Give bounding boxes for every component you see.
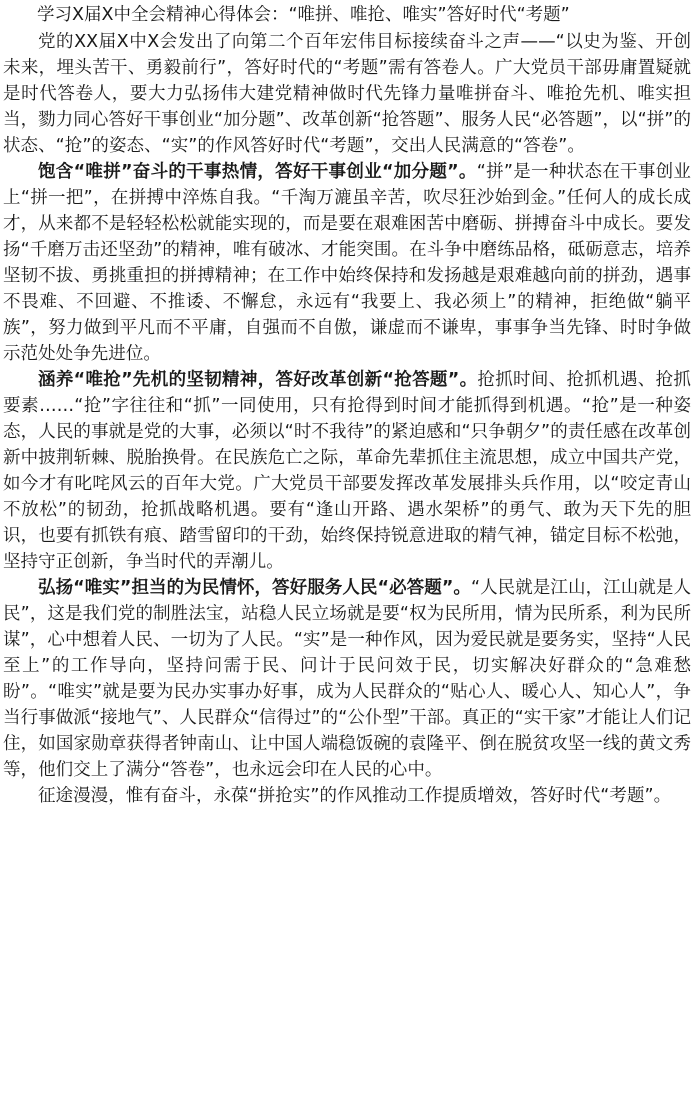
- paragraph-lead: 饱含“唯拼”奋斗的干事热情，答好干事创业“加分题”。: [38, 162, 477, 182]
- document-page: [3, 0, 691, 809]
- paragraph-lead: 弘扬“唯实”担当的为民情怀，答好服务人民“必答题”。: [38, 578, 471, 598]
- paragraph-conclusion: [3, 783, 691, 809]
- paragraph-body: “拼”是一种状态在干事创业上“拼一把”，在拼搏中淬炼自我。“千淘万漉虽辛苦，吹尽狂沙始到金。”任何人的成长成才，从来都不是轻轻松松就能实现的，而是要在艰难困苦中磨砺、拼搏奋斗中成长。要发扬“千磨万击还坚劲”的精神，唯有破冰、才能突围。在斗争中磨练品格，砥砺意志，培养坚韧不拔、勇挑重担的拼搏精神；在工作中始终保持和发扬越是艰难越向前的拼劲，遇事不畏难、不回避、不推诿、不懈怠，永远有“我要上、我必须上”的精神，拒绝做“躺平族”，努力做到平凡而不平庸，自强而不自傲，谦虚而不谦卑，事事争当先锋、时时争做示范处处争先进位。: [3, 162, 691, 364]
- paragraph-qiang: [3, 367, 691, 575]
- paragraph-intro: [3, 29, 691, 159]
- document-title: 学习X届X中全会精神心得体会：“唯拼、唯抢、唯实”答好时代“考题”: [37, 5, 570, 25]
- paragraph-lead: 涵养“唯抢”先机的坚韧精神，答好改革创新“抢答题”。: [38, 370, 478, 390]
- paragraph-pin: [3, 159, 691, 367]
- paragraph-body: 征途漫漫，惟有奋斗，永葆“拼抢实”的作风推动工作提质增效，答好时代“考题”。: [38, 786, 672, 806]
- paragraph-body: 党的XX届X中X会发出了向第二个百年宏伟目标接续奋斗之声——“以史为鉴、开创未来，埋头苦干、勇毅前行”，答好时代的“考题”需有答卷人。广大党员干部毋庸置疑就是时代答卷人，要大力弘扬伟大建党精神做时代先锋力量唯拼奋斗、唯抢先机、唯实担当，勠力同心答好干事创业“加分题”、改革创新“抢答题”、服务人民“必答题”，以“拼”的状态、“抢”的姿态、“实”的作风答好时代“考题”，交出人民满意的“答卷”。: [3, 32, 691, 156]
- paragraph-shi: [3, 575, 691, 783]
- paragraph-body: 抢抓时间、抢抓机遇、抢抓要素……“抢”字往往和“抓”一同使用，只有抢得到时间才能抓得到机遇。“抢”是一种姿态，人民的事就是党的大事，必须以“时不我待”的紧迫感和“只争朝夕”的责任感在改革创新中披荆斩棘、脱胎换骨。在民族危亡之际，革命先辈抓住主流思想，成立中国共产党，如今才有叱咤风云的百年大党。广大党员干部要发挥改革发展排头兵作用，以“咬定青山不放松”的韧劲，抢抓战略机遇。要有“逢山开路、遇水架桥”的勇气、敢为天下先的胆识，也要有抓铁有痕、踏雪留印的干劲，始终保持锐意进取的精气神，锚定目标不松弛，坚持守正创新，争当时代的弄潮儿。: [3, 370, 691, 572]
- paragraph-body: “人民就是江山，江山就是人民”，这是我们党的制胜法宝，站稳人民立场就是要“权为民所用，情为民所系，利为民所谋”，心中想着人民、一切为了人民。“实”是一种作风，因为爱民就是要务实，坚持“人民至上”的工作导向，坚持问需于民、问计于民问效于民，切实解决好群众的“急难愁盼”。“唯实”就是要为民办实事办好事，成为人民群众的“贴心人、暖心人、知心人”，争当行事做派“接地气”、人民群众“信得过”的“公仆型”干部。真正的“实干家”才能让人们记住，如国家勋章获得者钟南山、让中国人端稳饭碗的袁隆平、倒在脱贫攻坚一线的黄文秀等，他们交上了满分“答卷”，也永远会印在人民的心中。: [3, 578, 691, 780]
